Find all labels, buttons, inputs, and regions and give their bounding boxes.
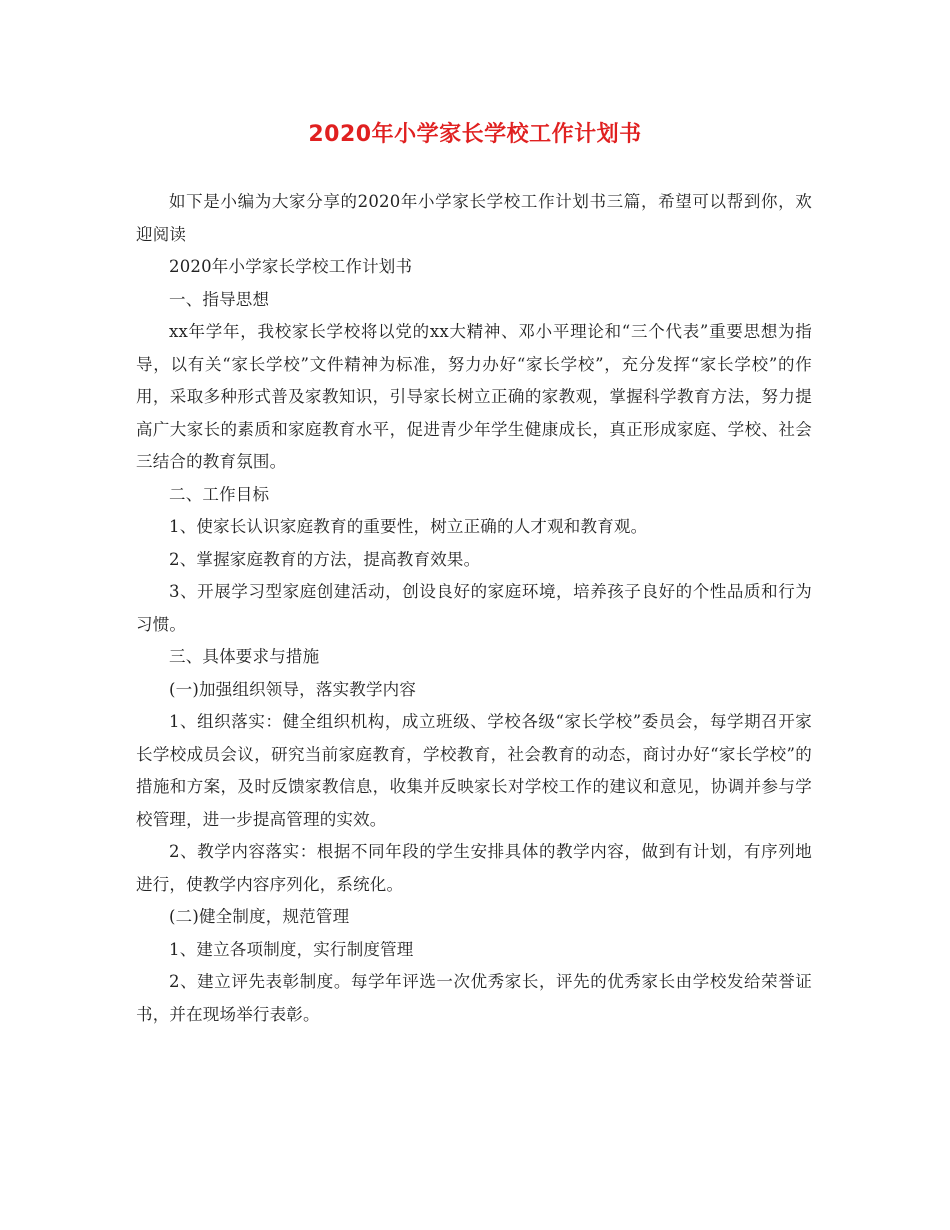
section-heading-requirements-measures: 三、具体要求与措施 — [169, 647, 320, 666]
system-item-2: 2、建立评先表彰制度。每学年评选一次优秀家长，评先的优秀家长由学校发给荣誉证书，并在现场举行表彰。 — [136, 972, 812, 1024]
document-body — [136, 186, 812, 1031]
system-item-1: 1、建立各项制度，实行制度管理 — [169, 939, 414, 959]
subsection-heading-systems: (二)健全制度，规范管理 — [169, 907, 350, 926]
intro-paragraph: 如下是小编为大家分享的2020年小学家长学校工作计划书三篇，希望可以帮到你，欢迎阅读 — [136, 192, 812, 244]
document-title: 2020年小学家长学校工作计划书 — [308, 122, 642, 147]
section-heading-guiding-ideology: 一、指导思想 — [169, 289, 270, 309]
measure-item-teaching-content: 2、教学内容落实：根据不同年段的学生安排具体的教学内容，做到有计划，有序列地进行，使教学内容序列化，系统化。 — [136, 842, 812, 894]
goal-item-1: 1、使家长认识家庭教育的重要性，树立正确的人才观和教育观。 — [169, 517, 648, 536]
measure-item-organization: 1、组织落实：健全组织机构，成立班级、学校各级“家长学校”委员会，每学期召开家长学校成员会议，研究当前家庭教育，学校教育，社会教育的动态，商讨办好“家长学校”的措施和方案，及时反馈家教信息，收集并反映家长对学校工作的建议和意见，协调并参与学校管理，进一步提高管理的实效。 — [136, 712, 812, 829]
subsection-heading-organization: (一)加强组织领导，落实教学内容 — [169, 679, 417, 699]
section-heading-work-goals: 二、工作目标 — [169, 484, 270, 504]
goal-item-2: 2、掌握家庭教育的方法，提高教育效果。 — [169, 549, 481, 569]
guiding-ideology-paragraph: xx年学年，我校家长学校将以党的xx大精神、邓小平理论和“三个代表”重要思想为指导，以有关“家长学校”文件精神为标准，努力办好“家长学校”，充分发挥“家长学校”的作用，采取多种形式普及家教知识，引导家长树立正确的家教观，掌握科学教育方法，努力提高广大家长的素质和家庭教育水平，促进青少年学生健康成长，真正形成家庭、学校、社会三结合的教育氛围。 — [136, 322, 812, 471]
goal-item-3: 3、开展学习型家庭创建活动，创设良好的家庭环境，培养孩子良好的个性品质和行为习惯。 — [136, 582, 812, 634]
subtitle-paragraph: 2020年小学家长学校工作计划书 — [169, 257, 413, 276]
